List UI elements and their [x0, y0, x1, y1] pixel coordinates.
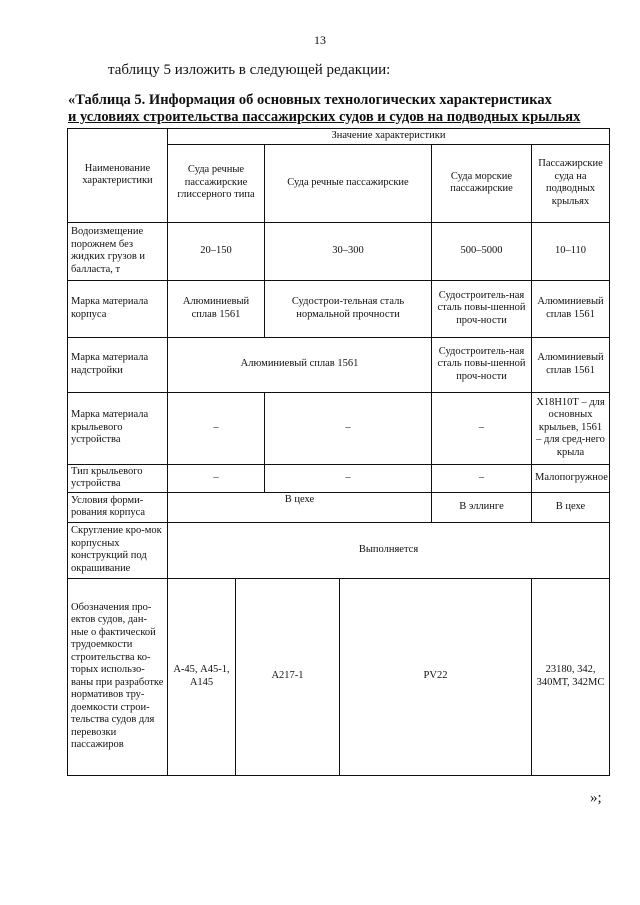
table-cell: Малопогружное — [532, 464, 610, 492]
row-label: Марка материала корпуса — [68, 280, 168, 337]
row-label: Марка материала надстройки — [68, 337, 168, 392]
table-cell: 10–110 — [532, 222, 610, 280]
table-cell: Судострои-тельная сталь нормальной прочности — [265, 280, 432, 337]
table-header-row-1 — [68, 129, 610, 145]
table-title — [68, 92, 616, 126]
table-cell-merged: Выполняется — [168, 522, 610, 578]
table-cell: Алюминиевый сплав 1561 — [532, 280, 610, 337]
table-row-hull-forming — [68, 492, 610, 522]
table-cell: Алюминиевый сплав 1561 — [532, 337, 610, 392]
table-title-line-1: «Таблица 5. Информация об основных технологических характеристиках — [68, 92, 552, 108]
table-cell: 500–5000 — [432, 222, 532, 280]
table-cell-merged: В цехе — [168, 492, 432, 522]
table-cell: – — [432, 392, 532, 464]
table-cell: – — [432, 464, 532, 492]
table-cell: – — [265, 464, 432, 492]
header-col-2: Суда речные пассажирские — [265, 144, 432, 222]
table-row-wing-type — [68, 464, 610, 492]
row-label: Скругление кро-мок корпусных конструкций под окрашивание — [68, 522, 168, 578]
table-cell: Алюминиевый сплав 1561 — [168, 280, 265, 337]
row-label: Условия форми-рования корпуса — [68, 492, 168, 522]
table-cell: В эллинге — [432, 492, 532, 522]
table-row-superstructure — [68, 337, 610, 392]
table-cell: 20–150 — [168, 222, 265, 280]
table-cell: Х18Н10Т – для основных крыльев, 1561 – для сред-него крыла — [532, 392, 610, 464]
table-cell: 30–300 — [265, 222, 432, 280]
table-cell: PV22 — [340, 578, 532, 775]
characteristics-table — [67, 128, 610, 776]
row-label: Водоизмещение порожнем без жидких грузов и балласта, т — [68, 222, 168, 280]
table-cell: Судостроитель-ная сталь повы-шенной проч-ности — [432, 337, 532, 392]
header-col-3: Суда морские пассажирские — [432, 144, 532, 222]
table-title-line-2: и условиях строительства пассажирских судов и судов на подводных крыльях — [68, 109, 581, 125]
header-group: Значение характеристики — [168, 129, 610, 145]
table-cell: А-45, А45-1, А145 — [168, 578, 236, 775]
intro-text: таблицу 5 изложить в следующей редакции: — [108, 62, 391, 78]
table-row-edge-rounding — [68, 522, 610, 578]
table-cell: – — [265, 392, 432, 464]
table-row-designations — [68, 578, 610, 775]
table-cell-merged: Алюминиевый сплав 1561 — [168, 337, 432, 392]
table-row-hull-material — [68, 280, 610, 337]
table-cell: – — [168, 392, 265, 464]
page-number: 13 — [314, 33, 326, 47]
header-col-1: Суда речные пассажирские глиссерного типа — [168, 144, 265, 222]
table-row-displacement — [68, 222, 610, 280]
header-col-4: Пассажирские суда на подводных крыльях — [532, 144, 610, 222]
table-cell: Судостроитель-ная сталь повы-шенной проч-ности — [432, 280, 532, 337]
header-name: Наименование характеристики — [68, 129, 168, 223]
table-cell: А217-1 — [236, 578, 340, 775]
table-cell: 23180, 342, 340МТ, 342МС — [532, 578, 610, 775]
table-cell: – — [168, 464, 265, 492]
row-label: Марка материала крыльевого устройства — [68, 392, 168, 464]
table-row-wing-material — [68, 392, 610, 464]
row-label: Обозначения про-ектов судов, дан-ные о фактической трудоемкости строительства ко-торых использо-ваны при разработке нормативов тру-доемкости строи-тельства судов для перевозки пассажиров — [68, 578, 168, 775]
table-cell: В цехе — [532, 492, 610, 522]
row-label: Тип крыльевого устройства — [68, 464, 168, 492]
closing-quote: »; — [590, 790, 602, 806]
